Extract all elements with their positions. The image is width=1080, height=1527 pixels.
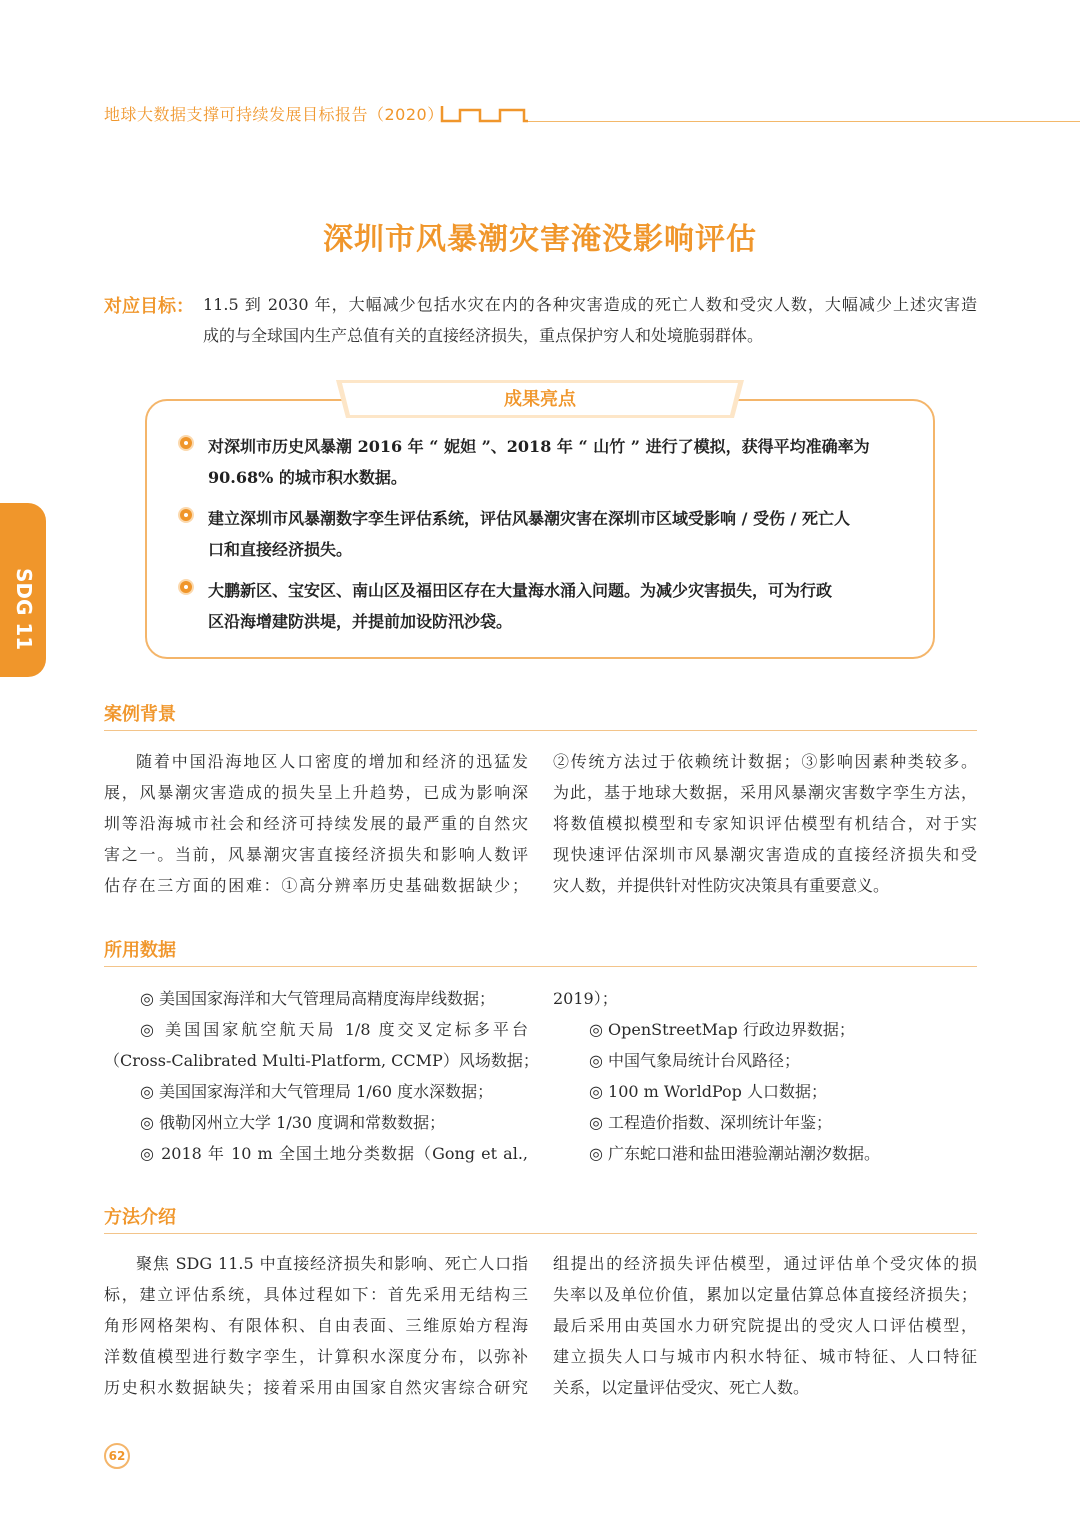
paragraph-line: 标，建立评估系统，具体过程如下：首先采用无结构三 — [104, 1285, 528, 1304]
section-rule — [104, 730, 977, 731]
highlight-item — [180, 431, 900, 493]
section-heading-method: 方法介绍 — [104, 1207, 176, 1228]
section-heading-data: 所用数据 — [104, 940, 176, 961]
data-right-column — [553, 983, 977, 1169]
paragraph-line: 估存在三方面的困难：①高分辨率历史基础数据缺少； — [104, 876, 528, 895]
data-list-item: ◎ 俄勒冈州立大学 1/30 度调和常数数据； — [140, 1113, 446, 1132]
paragraph-line: 为此，基于地球大数据，采用风暴潮灾害数字孪生方法， — [553, 783, 977, 802]
sdg-side-label: SDG 11 — [12, 568, 36, 651]
page-number: 62 — [104, 1443, 130, 1469]
data-list-item: 2019）； — [553, 989, 618, 1008]
data-list-item: ◎ 2018 年 10 m 全国土地分类数据（Gong et al., — [140, 1144, 528, 1163]
paragraph-line: 失率以及单位价值，累加以定量估算总体直接经济损失； — [553, 1285, 977, 1304]
target-line: 11.5 到 2030 年，大幅减少包括水灾在内的各种灾害造成的死亡人数和受灾人数，大幅减少上述灾害造 — [203, 295, 977, 314]
bullet-icon — [180, 581, 192, 593]
data-list-item: ◎ OpenStreetMap 行政边界数据； — [589, 1020, 855, 1039]
method-left-column — [104, 1248, 528, 1403]
bullet-icon — [180, 509, 192, 521]
paragraph-line: 历史积水数据缺失；接着采用由国家自然灾害综合研究 — [104, 1378, 528, 1397]
highlight-line: 建立深圳市风暴潮数字孪生评估系统，评估风暴潮灾害在深圳市区域受影响 / 受伤 / 死亡人 — [208, 509, 850, 528]
paragraph-line: 圳等沿海城市社会和经济可持续发展的最严重的自然灾 — [104, 814, 528, 833]
background-left-column — [104, 746, 528, 901]
paragraph-line: 聚焦 SDG 11.5 中直接经济损失和影响、死亡人口指 — [136, 1254, 528, 1273]
paragraph-line: 关系，以定量评估受灾、死亡人数。 — [553, 1378, 810, 1397]
bullet-icon — [180, 437, 192, 449]
data-left-column — [104, 983, 539, 1169]
header-decoration-icon — [440, 104, 528, 124]
highlight-line: 区沿海增建防洪堤，并提前加设防汛沙袋。 — [208, 612, 513, 631]
highlight-item — [180, 575, 900, 637]
page-title: 深圳市风暴潮灾害淹没影响评估 — [323, 222, 757, 257]
method-right-column — [553, 1248, 977, 1403]
paragraph-line: 建立损失人口与城市内积水特征、城市特征、人口特征 — [553, 1347, 977, 1366]
header-rule — [528, 121, 1080, 122]
highlights-label: 成果亮点 — [504, 389, 576, 410]
paragraph-line: 将数值模拟模型和专家知识评估模型有机结合，对于实 — [553, 814, 977, 833]
paragraph-line: 最后采用由英国水力研究院提出的受灾人口评估模型， — [553, 1316, 977, 1335]
highlight-line: 对深圳市历史风暴潮 2016 年 “ 妮妲 ”、2018 年 “ 山竹 ” 进行了模拟，获得平均准确率为 — [208, 437, 870, 456]
section-rule — [104, 1233, 977, 1234]
target-line: 成的与全球国内生产总值有关的直接经济损失，重点保护穷人和处境脆弱群体。 — [203, 326, 764, 345]
paragraph-line: 现快速评估深圳市风暴潮灾害造成的直接经济损失和受 — [553, 845, 977, 864]
background-right-column — [553, 746, 977, 901]
highlight-line: 大鹏新区、宝安区、南山区及福田区存在大量海水涌入问题。为减少灾害损失，可为行政 — [208, 581, 833, 600]
paragraph-line: 灾人数，并提供针对性防灾决策具有重要意义。 — [553, 876, 890, 895]
data-list-item: （Cross-Calibrated Multi-Platform, CCMP）风场数据； — [104, 1051, 539, 1070]
paragraph-line: 害之一。当前，风暴潮灾害直接经济损失和影响人数评 — [104, 845, 528, 864]
paragraph-line: 展，风暴潮灾害造成的损失呈上升趋势，已成为影响深 — [104, 783, 528, 802]
paragraph-line: 洋数值模型进行数字孪生，计算积水深度分布，以弥补 — [104, 1347, 528, 1366]
data-list-item: ◎ 100 m WorldPop 人口数据； — [589, 1082, 828, 1101]
paragraph-line: ②传统方法过于依赖统计数据；③影响因素种类较多。 — [553, 752, 977, 771]
paragraph-line: 随着中国沿海地区人口密度的增加和经济的迅猛发 — [136, 752, 528, 771]
section-heading-background: 案例背景 — [104, 704, 176, 725]
running-header-title: 地球大数据支撑可持续发展目标报告（2020） — [104, 105, 444, 124]
highlight-line: 90.68% 的城市积水数据。 — [208, 468, 407, 487]
data-list-item: ◎ 广东蛇口港和盐田港验潮站潮汐数据。 — [589, 1144, 881, 1163]
data-list-item: ◎ 美国国家航空航天局 1/8 度交叉定标多平台 — [140, 1020, 528, 1039]
target-label: 对应目标： — [104, 296, 194, 317]
section-rule — [104, 966, 977, 967]
data-list-item: ◎ 工程造价指数、深圳统计年鉴； — [589, 1113, 833, 1132]
target-text — [203, 289, 977, 351]
data-list-item: ◎ 中国气象局统计台风路径； — [589, 1051, 801, 1070]
paragraph-line: 组提出的经济损失评估模型，通过评估单个受灾体的损 — [553, 1254, 977, 1273]
highlight-item — [180, 503, 900, 565]
highlight-line: 口和直接经济损失。 — [208, 540, 353, 559]
paragraph-line: 角形网格架构、有限体积、自由表面、三维原始方程海 — [104, 1316, 528, 1335]
data-list-item: ◎ 美国国家海洋和大气管理局 1/60 度水深数据； — [140, 1082, 494, 1101]
data-list-item: ◎ 美国国家海洋和大气管理局高精度海岸线数据； — [140, 989, 496, 1008]
